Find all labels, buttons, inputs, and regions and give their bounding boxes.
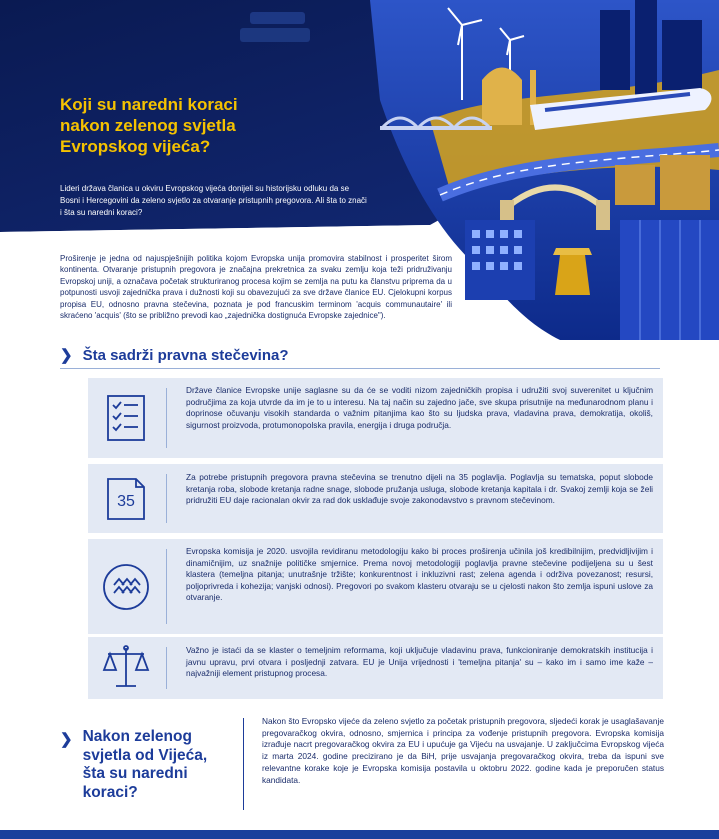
hero-title: Koji su naredni koraci nakon zelenog svjetla Evropskog vijeća? xyxy=(60,95,238,156)
section-heading xyxy=(60,346,289,364)
bottom-divider xyxy=(243,718,244,810)
checklist-icon xyxy=(100,392,152,444)
info-card xyxy=(88,637,663,699)
section-title: Šta sadrži pravna stečevina? xyxy=(82,346,289,364)
chevron-right-icon: ❯ xyxy=(60,731,73,748)
growth-arrows-icon xyxy=(100,561,152,613)
document-35-icon xyxy=(100,473,152,525)
info-card xyxy=(88,378,663,458)
hero-lead: Lideri država članica u okviru Evropskog vijeća donijeli su historijsku odluku da se Bosni i Hercegovini da zeleno svjetlo za otvaranje pristupnih pregovora. Ali šta to znači i šta su naredni koraci? xyxy=(60,184,367,217)
card-text: Za potrebe pristupnih pregovora pravna stečevina se trenutno dijeli na 35 poglavlja. Poglavlja su tematska, poput slobode kretanja roba, slobode kretanja radne snage, slobode pružanja usluga, slobode kretanja kapitala i dr. Svakoj zemlji koja se želi pridružiti EU daje racionalan okvir za rad dok usklađuje svoje zakonodavstvo s pravnom stečevinom. xyxy=(186,472,653,506)
scales-icon xyxy=(100,642,152,694)
bottom-text: Nakon što Evropsko vijeće da zeleno svjetlo za početak pristupnih pregovora, sljedeći korak je usaglašavanje pregovaračkog okvira, odnosno, smjernica i principa za vođenje pristupnih pregovora. Evropska komisija izrađuje nacrt pregovaračkog okvira za EU i upućuje ga Vijeću na usvajanje. U zaključcima Evropskog vijeća iz marta 2024. godine precizirano je da BiH, prije usvajanja pregovaračkog okvira, treba da ispuni sve relevantne korake koje je Evropska komisija postavila u oktobru 2022. godine kada je preporučen status kandidata. xyxy=(262,716,664,785)
info-card xyxy=(88,539,663,634)
card-divider xyxy=(166,388,167,448)
card-text: Važno je istaći da se klaster o temeljnim reformama, koji uključuje vladavinu prava, funkcioniranje demokratskih institucija i javnu upravu, prvi otvara i posljednji zatvara. EU je Unija vrijednosti i 'temeljna pitanja' su – kako im i samo ime kaže – najvažniji element pristupnog procesa. xyxy=(186,645,653,679)
section-divider xyxy=(60,368,660,369)
bottom-title: Nakon zelenog svjetla od Vijeća, šta su naredni koraci? xyxy=(82,728,208,801)
card-text: Države članice Evropske unije saglasne su da će se voditi nizom zajedničkih propisa i udružiti svoj suverenitet u ključnim područjima za koja utvrde da im je to u interesu. Na taj način su zajedno jače, sve skupa prisutnije na međunarodnom planu i doprinose očuvanju visokih standarda o važnim pitanjima kao što su ljudska prava, vladavina prava, demokratija, okoliš, sigurnost proizvoda, protumonopolska pravila, energija i druga područja. xyxy=(186,385,653,430)
bottom-heading xyxy=(60,728,233,802)
card-divider xyxy=(166,647,167,689)
intro-paragraph: Proširenje je jedna od najuspješnijih politika kojom Evropska unija promovira stabilnost i prosperitet širom kontinenta. Otvaranje pristupnih pregovora je značajna prekretnica za svaku zemlju koja teži pridruživanju Evropskoj uniji, a označava početak strukturiranog procesa kojim se zemlja na putu ka članstvu priprema da u potpunosti usvoji zajednička prava i dužnosti koji su obavezujući za sve države članice EU. Cjelokupni korpus propisa EU, odnosno pravna stečevina, poznata je pod francuskim terminom 'acquis communautaire' ili skraćeno 'acquis' (što se približno prevodi kao „zajednička dostignuća Evropske zajednice"). xyxy=(60,254,452,321)
footer-bar xyxy=(0,830,719,839)
info-card xyxy=(88,464,663,533)
chevron-right-icon: ❯ xyxy=(60,347,73,364)
card-text: Evropska komisija je 2020. usvojila revidiranu metodologiju kako bi proces proširenja učinila još kredibilnijim, predvidljivijim i dinamičnijim, uz snažnije političke smjernice. Prema novoj metodologiji poglavlja pravne stečevine podijeljena su u šest klastera (temeljna pitanja; unutrašnje tržište; konkurentnost i inkluzivni rast; zelena agenda i održiva povezanost; resursi, poljoprivreda i kohezija; vanjski odnosi). Pregovori po svakom klasteru otvaraju se u cjelosti nakon što zemlja ispuni uslove za otvaranje. xyxy=(186,546,653,603)
card-divider xyxy=(166,474,167,523)
icon-number: 35 xyxy=(117,492,135,510)
card-divider xyxy=(166,549,167,624)
